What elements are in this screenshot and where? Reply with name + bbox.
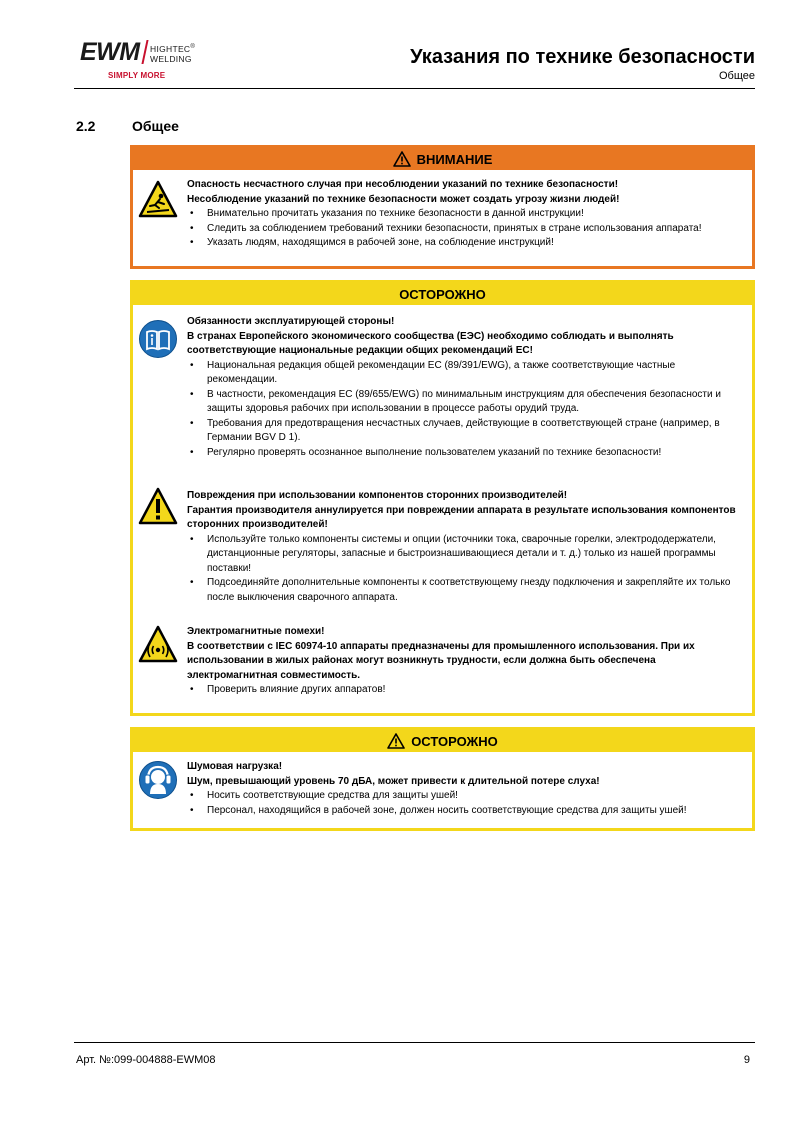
ewm-logo (80, 38, 210, 84)
caution-2-label: ОСТОРОЖНО (411, 733, 498, 749)
header-divider (74, 88, 755, 89)
emc-bullet-1: • Проверить влияние других аппаратов! (187, 683, 748, 698)
caution-box-1 (130, 280, 755, 716)
caution-1-label: ОСТОРОЖНО (399, 286, 486, 302)
warning-bold-2: Несоблюдение указаний по технике безопасности может создать угрозу жизни людей! (187, 193, 620, 205)
warning-triangle-icon (393, 151, 411, 167)
emc-bold-2: В соответствии с IEC 60974-10 аппараты предназначены для промышленного использования. При их использовании в жилых районах могут возникнуть трудности, если должна быть обеспечена электромагнитная совместимость. (187, 640, 695, 681)
caution-box-1-header (133, 283, 752, 305)
manual-info-icon (138, 319, 178, 359)
warning-bullet-1: • Внимательно прочитать указания по технике безопасности в данной инструкции! (187, 207, 748, 222)
warning-bold-1: Опасность несчастного случая при несоблюдении указаний по технике безопасности! (187, 179, 619, 190)
third-party-bold-2: Гарантия производителя аннулируется при повреждении аппарата в результате использования компонентов сторонних производителей! (187, 504, 736, 530)
logo-registered-mark: ® (190, 44, 196, 50)
ear-protection-icon (138, 760, 178, 800)
caution-box-2-header (133, 730, 752, 752)
warning-label: ВНИМАНИЕ (416, 151, 493, 167)
third-party-bullet-1: • Используйте только компоненты системы и опции (источники тока, сварочные горелки, электрододержатели, дистанционные регуляторы, запасные и быстроизнашивающиеся детали и т. д.) только из нашей программы поставки! (187, 533, 748, 577)
page-title: Указания по технике безопасности (410, 46, 755, 68)
third-party-bullet-2: • Подсоединяйте дополнительные компоненты к соответствующему гнезду подключения и закрепляйте их только после выключения сварочного аппарата. (187, 576, 748, 605)
noise-bullet-1: • Носить соответствующие средства для защиты ушей! (187, 789, 748, 804)
falling-person-warning-icon (138, 180, 178, 220)
electromagnetic-warning-icon (138, 625, 178, 665)
caution-noise-text (187, 760, 748, 818)
section-title: Общее (132, 118, 179, 134)
section-number: 2.2 (76, 118, 96, 134)
footer-page-number: 9 (743, 1054, 750, 1066)
exclamation-warning-icon (138, 487, 178, 527)
logo-line1: HIGHTEC (150, 43, 191, 54)
emc-bold-1: Электромагнитные помехи! (187, 626, 325, 637)
caution-box-2 (130, 727, 755, 831)
noise-bullet-2: • Персонал, находящийся в рабочей зоне, должен носить соответствующие средства для защиты ушей! (187, 804, 748, 819)
footer-article-number: Арт. №:099-004888-EWM08 (76, 1054, 216, 1066)
operator-bold-2: В странах Европейского экономического сообщества (ЕЭС) необходимо соблюдать и выполнять соответствующие национальные редакции общих рекомендаций ЕС! (187, 330, 674, 356)
warning-bullet-2: • Следить за соблюдением требований техники безопасности, принятых в стране использования аппарата! (187, 222, 748, 237)
operator-bullet-2: • В частности, рекомендация ЕС (89/655/EWG) по минимальным инструкциям для обеспечения безопасности и защиты здоровья рабочих при использовании в процессе работы орудий труда. (187, 388, 748, 417)
logo-tagline: SIMPLY MORE (108, 71, 166, 80)
operator-bullet-4: • Регулярно проверять осознанное выполнение пользователем указаний по технике безопасности! (187, 446, 748, 461)
logo-hightec-text (150, 42, 195, 64)
logo-divider (141, 40, 148, 64)
operator-bold-1: Обязанности эксплуатирующей стороны! (187, 316, 395, 327)
caution-third-party-text (187, 489, 748, 605)
noise-bold-2: Шум, превышающий уровень 70 дБА, может привести к длительной потере слуха! (187, 775, 600, 787)
warning-box (130, 145, 755, 269)
caution-operator-text (187, 315, 748, 460)
warning-text (187, 178, 748, 251)
logo-ewm-text: EWM (80, 38, 140, 66)
warning-bullet-3: • Указать людям, находящимся в рабочей зоне, на соблюдение инструкций! (187, 236, 748, 251)
logo-line2: WELDING (150, 53, 192, 64)
footer-divider (74, 1042, 755, 1043)
warning-box-header (133, 148, 752, 170)
operator-bullet-3: • Требования для предотвращения несчастных случаев, действующие в соответствующей стране (например, в Германии BGV D 1). (187, 417, 748, 446)
page-subtitle: Общее (718, 70, 755, 82)
caution-emc-text (187, 625, 748, 698)
operator-bullet-1: • Национальная редакция общей рекомендации ЕС (89/391/EWG), а также соответствующие частные рекомендации. (187, 359, 748, 388)
noise-bold-1: Шумовая нагрузка! (187, 761, 283, 772)
warning-triangle-icon (387, 733, 405, 749)
third-party-bold-1: Повреждения при использовании компонентов сторонних производителей! (187, 490, 568, 501)
